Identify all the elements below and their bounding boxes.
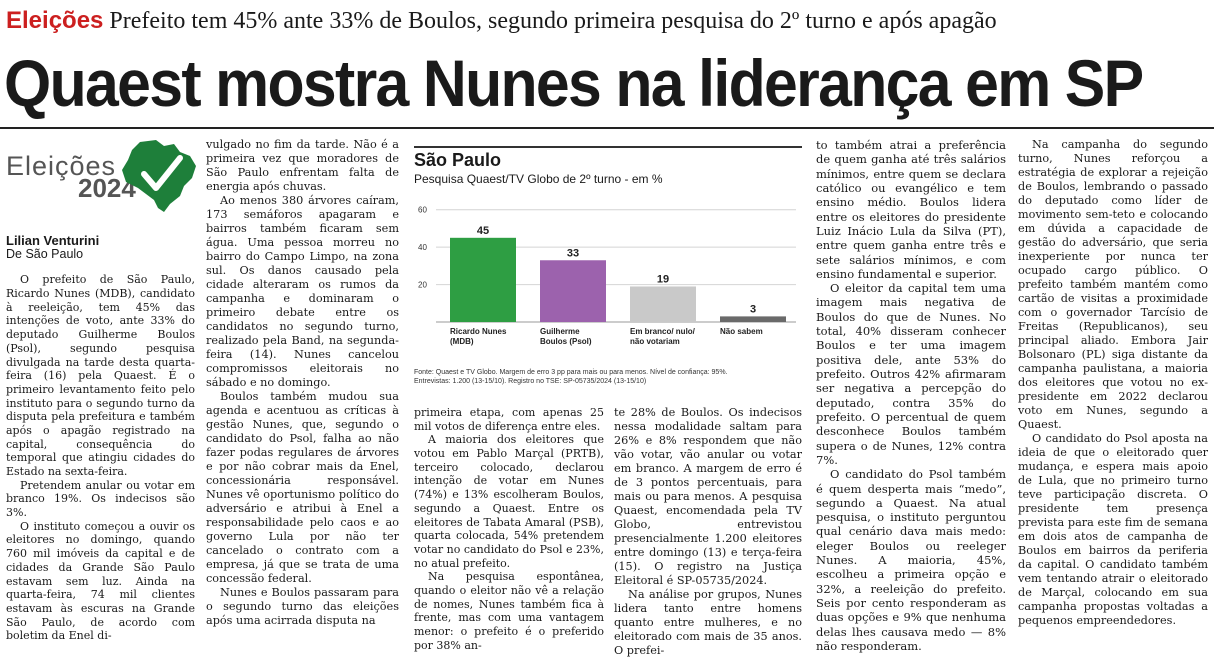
paragraph: O candidato do Psol também é quem desperta mais “medo”, segundo a Quaest. Na atual pesquisa, o instituto perguntou qual cenário dava mais medo: eleger Boulos ou reeleger Nunes. A maioria, 45%, escolheu a primeira opção e 32%, a reeleição do prefeito. Seis por cento responderam as duas opções e 9% que nenhuma delas lhes causava medo — 8% não responderam. <box>816 467 1006 653</box>
headline-divider <box>0 127 1214 129</box>
paragraph: O instituto começou a ouvir os eleitores no domingo, quando 760 mil imóveis da capital e de cidades da Grande São Paulo estavam sem luz. Ainda na quarta-feira, 74 mil clientes estavam às escuras na Grande São Paulo, de acordo com boletim da Enel di- <box>6 519 195 643</box>
paragraph: Na campanha do segundo turno, Nunes reforçou a estratégia de explorar a rejeição de Boulos, lembrando o passado do deputado como líder de movimento sem-teto e colocando em dúvida a capacidade de gestão do adversário, que seria inexperiente por nunca ter ocupado cargo público. O prefeito também mantém como cartão de visitas a proximidade com o governador Tarcísio de Freitas (Republicanos), seu principal aliado. Embora Jair Bolsonaro (PL) siga distante da campanha paulistana, a maioria dos eleitores que votou no ex-presidente em 2022 declarou voto em Nunes, segundo a Quaest. <box>1018 138 1208 431</box>
category-label: não votariam <box>630 337 680 346</box>
paragraph: O prefeito de São Paulo, Ricardo Nunes (MDB), candidato à reeleição, tem 45% das intenções de voto, ante 33% do deputado Guilherme Boulos (Psol), segundo pesquisa divulgada na tarde desta quarta-feira (16) pela Quaest. É o primeiro levantamento feito pelo instituto para o segundo turno da disputa pela prefeitura e também após o apagão registrado na capital, consequência do temporal que atingiu cidades do Estado na sexta-feira. <box>6 273 195 478</box>
chart-subtitle: Pesquisa Quaest/TV Globo de 2º turno - em % <box>414 172 663 186</box>
data-label: 19 <box>656 273 670 286</box>
chart-title: São Paulo <box>414 150 502 170</box>
paragraph: vulgado no fim da tarde. Não é a primeira vez que moradores de São Paulo enfrentam falta de energia após chuvas. <box>206 138 399 193</box>
paragraph: te 28% de Boulos. Os indecisos nessa modalidade saltam para 26% e 8% respondem que não vão votar, vão anular ou votar em branco. A margem de erro é de 3 pontos percentuais, para mais ou para menos. A pesquisa Quaest, encomendada pela TV Globo, entrevistou presencialmente 1.200 eleitores entre domingo (13) e terça-feira (15). O registro na Justiça Eleitoral é SP-05735/2024. <box>614 406 802 587</box>
bar <box>540 260 606 322</box>
column-6 <box>1018 138 1208 628</box>
data-label: 3 <box>749 303 757 316</box>
poll-chart <box>414 150 802 386</box>
headline: Quaest mostra Nunes na liderança em SP <box>4 46 1143 120</box>
column-3 <box>414 406 604 652</box>
y-tick-label: 60 <box>418 205 427 215</box>
column-1 <box>6 138 195 643</box>
kicker-tag: Eleições <box>6 7 104 34</box>
category-label: Em branco/ nulo/ <box>630 327 695 336</box>
paragraph: Na pesquisa espontânea, quando o eleitor não vê a relação de nomes, Nunes também fica à frente, mas com uma vantagem menor: o prefeito é o preferido por 38% an- <box>414 570 604 652</box>
data-label: 45 <box>476 224 490 237</box>
byline-source: De São Paulo <box>6 246 84 261</box>
bar <box>450 238 516 322</box>
chart-top-rule <box>414 146 802 148</box>
bar-chart <box>414 198 802 364</box>
brazil-map-icon <box>118 138 198 214</box>
chart-footnote-register: Entrevistas: 1.200 (13-15/10). Registro no TSE: SP-05735/2024 (13-15/10) <box>414 378 647 385</box>
chart-footnote <box>414 368 802 386</box>
paragraph: Nunes e Boulos passaram para o segundo turno das eleições após uma acirrada disputa na <box>206 586 399 627</box>
logo-year: 2024 <box>78 173 136 203</box>
paragraph: primeira etapa, com apenas 25 mil votos de diferença entre eles. <box>414 406 604 433</box>
y-tick-label: 20 <box>418 280 427 290</box>
chart-footnote-source: Fonte: Quaest e TV Globo. Margem de erro 3 pp para mais ou para menos. Nível de confiança: 95%. <box>414 369 728 376</box>
paragraph: O eleitor da capital tem uma imagem mais negativa de Boulos do que de Nunes. No total, 40% disseram conhecer Boulos e ter uma imagem positiva dele, ante 53% do prefeito. Outros 42% afirmaram ser negativa a percepção do deputado, contra 35% do prefeito. O percentual de quem desconhece Boulos também supera o de Nunes, 12% contra 7%. <box>816 281 1006 467</box>
paragraph: Pretendem anular ou votar em branco 19%. Os indecisos são 3%. <box>6 478 195 520</box>
column-5 <box>816 138 1006 653</box>
column-4 <box>614 406 802 658</box>
y-tick-label: 40 <box>418 243 427 253</box>
kicker-text: Prefeito tem 45% ante 33% de Boulos, segundo primeira pesquisa do 2º turno e após apagão <box>109 8 997 34</box>
paragraph: O candidato do Psol aposta na ideia de que o eleitorado quer mudança, e espera mais apoio de Lula, que no primeiro turno teve participação discreta. O presidente tem presença prevista para este fim de semana em dois atos de campanha de Boulos em bairros da periferia da capital. O candidato também vem tentando atrair o eleitorado de Marçal, colocando em sua campanha propostas voltadas a pequenos empreendedores. <box>1018 432 1208 627</box>
paragraph: Na análise por grupos, Nunes lidera tanto entre homens quanto entre mulheres, e no eleitorado com mais de 35 anos. O prefei- <box>614 588 802 657</box>
paragraph: to também atrai a preferência de quem ganha até três salários mínimos, entre quem se declara católico ou evangélico e tem ensino médio. Boulos lidera entre os eleitores do presidente Luiz Inácio Lula da Silva (PT), entre quem ganha entre três e sete salários mínimos, e com ensino fundamental e superior. <box>816 138 1006 281</box>
category-label: (MDB) <box>450 337 474 346</box>
logo-word: Eleições <box>6 151 117 181</box>
bar <box>720 316 786 322</box>
byline-author: Lilian Venturini <box>6 233 100 248</box>
data-label: 33 <box>566 247 580 260</box>
category-label: Guilherme <box>540 327 580 336</box>
paragraph: A maioria dos eleitores que votou em Pablo Marçal (PRTB), terceiro colocado, declarou intenção de votar em Nunes (74%) e 13% escolheram Boulos, segundo a Quaest. Entre os eleitores de Tabata Amaral (PSB), quarta colocada, 54% pretendem votar no candidato do Psol e 23%, no atual prefeito. <box>414 433 604 570</box>
column-2 <box>206 138 399 628</box>
category-label: Não sabem <box>720 327 763 336</box>
kicker <box>6 6 997 35</box>
category-label: Ricardo Nunes <box>450 327 507 336</box>
bar <box>630 286 696 322</box>
paragraph: Boulos também mudou sua agenda e acentuou as críticas à gestão Nunes, que, segundo o candidato do Psol, falha ao não fazer podas regulares de árvores e por não cobrar mais da Enel, concessionária responsável. Nunes vê oportunismo político do adversário e atribui à Enel a responsabilidade pelo caos e ao governo Lula por não ter cancelado o contrato com a empresa, já que se trata de uma concessão federal. <box>206 390 399 585</box>
elections-logo <box>6 138 195 210</box>
category-label: Boulos (Psol) <box>540 337 592 346</box>
paragraph: Ao menos 380 árvores caíram, 173 semáforos apagaram e bairros também ficaram sem água. Uma pessoa morreu no bairro do Campo Limpo, na zona sul. Os danos causado pela cidade alteraram os rumos da campanha e dominaram o primeiro debate entre os candidatos no segundo turno, realizado pela Band, na segunda-feira (14). Nunes cancelou compromissos eleitorais no sábado e no domingo. <box>206 194 399 389</box>
